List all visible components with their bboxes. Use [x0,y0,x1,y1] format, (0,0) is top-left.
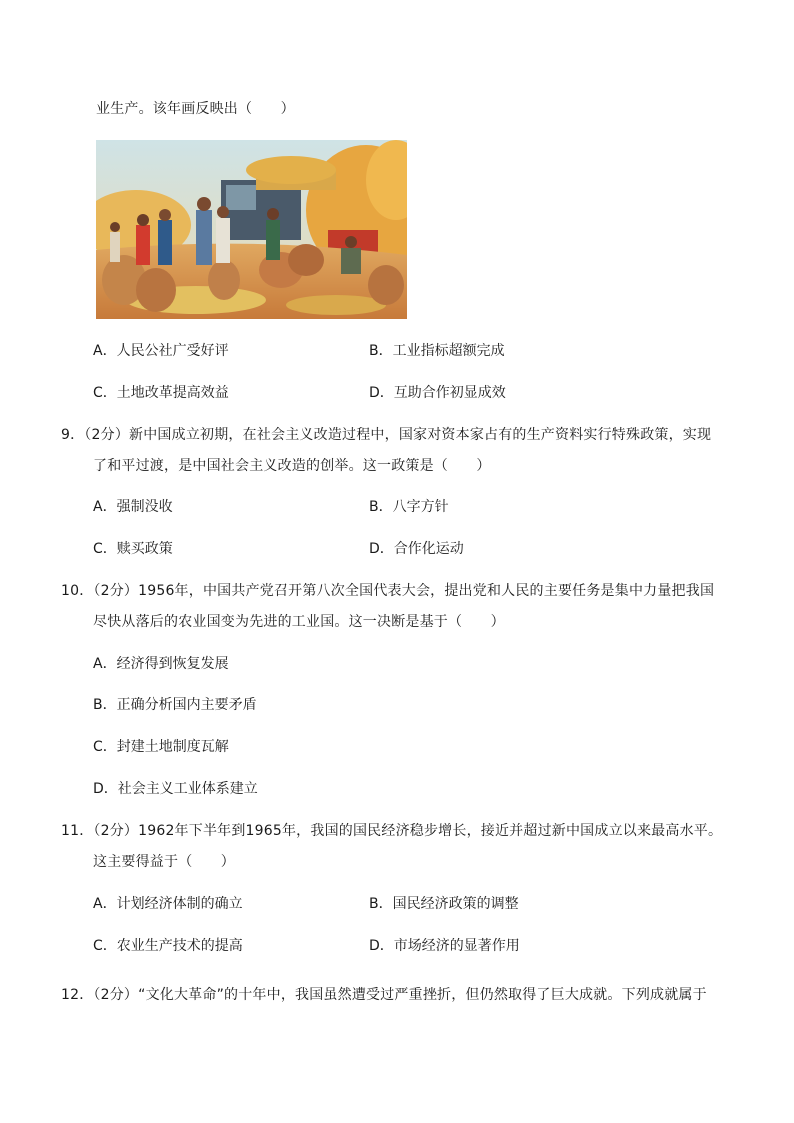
q9-stem-line-1: 9．（2分）新中国成立初期，在社会主义改造过程中，国家对资本家占有的生产资料实行特殊政策，实现 [61,427,712,443]
harvest-painting-image [96,140,407,319]
q11-option-d[interactable]: D．市场经济的显著作用 [369,938,520,954]
q9-stem-line-2: 了和平过渡，是中国社会主义改造的创举。这一政策是（ ） [93,458,491,474]
q10-stem-line-2: 尽快从落后的农业国变为先进的工业国。这一决断是基于（ ） [93,614,505,630]
q8-option-d[interactable]: D．互助合作初显成效 [369,385,506,401]
q10-option-d[interactable]: D．社会主义工业体系建立 [93,781,258,797]
q11-option-a[interactable]: A．计划经济体制的确立 [93,896,243,912]
q8-option-c[interactable]: C．土地改革提高效益 [93,385,229,401]
q11-stem-line-2: 这主要得益于（ ） [93,854,235,870]
q12-stem-line-1: 12．（2分）“文化大革命”的十年中，我国虽然遭受过严重挫折，但仍然取得了巨大成就。下列成就属于 [61,987,707,1003]
q8-stem-tail: 业生产。该年画反映出（ ） [96,101,295,117]
q9-option-a[interactable]: A．强制没收 [93,499,173,515]
q8-option-b[interactable]: B．工业指标超额完成 [369,343,505,359]
q9-option-d[interactable]: D．合作化运动 [369,541,464,557]
q11-option-c[interactable]: C．农业生产技术的提高 [93,938,243,954]
q11-option-b[interactable]: B．国民经济政策的调整 [369,896,519,912]
q11-stem-line-1: 11．（2分）1962年下半年到1965年，我国的国民经济稳步增长，接近并超过新中国成立以来最高水平。 [61,823,723,839]
q10-stem-line-1: 10．（2分）1956年，中国共产党召开第八次全国代表大会，提出党和人民的主要任务是集中力量把我国 [61,583,715,599]
q10-option-c[interactable]: C．封建土地制度瓦解 [93,739,229,755]
q10-option-a[interactable]: A．经济得到恢复发展 [93,656,229,672]
q9-option-c[interactable]: C．赎买政策 [93,541,173,557]
q10-option-b[interactable]: B．正确分析国内主要矛盾 [93,697,257,713]
q9-option-b[interactable]: B．八字方针 [369,499,449,515]
q8-option-a[interactable]: A．人民公社广受好评 [93,343,229,359]
